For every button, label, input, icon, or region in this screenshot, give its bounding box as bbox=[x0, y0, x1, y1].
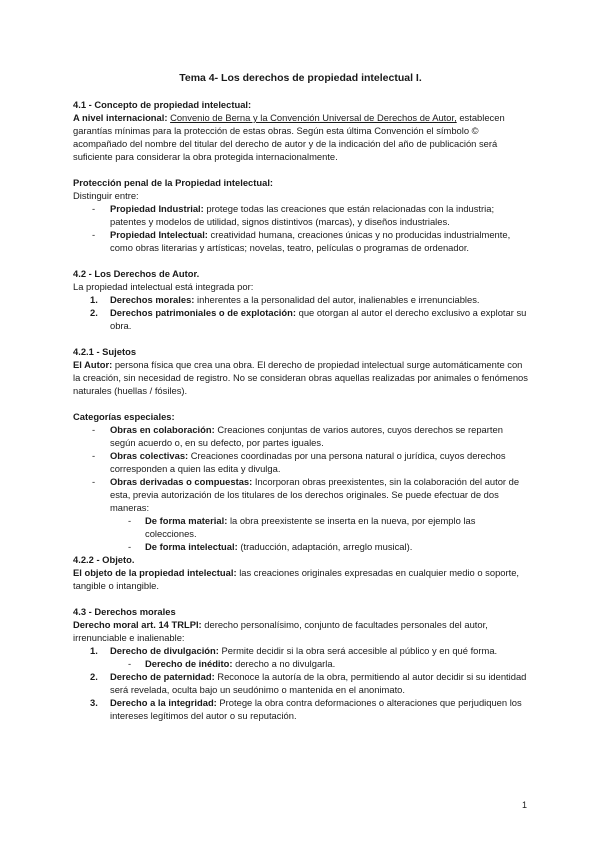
moral-text: derecho personalísimo, conjunto de facultades personales del autor, irrenunciable e inalienable: bbox=[73, 619, 488, 643]
sub-list-item bbox=[73, 540, 528, 553]
list-number: 2. bbox=[90, 671, 98, 682]
item-text: (traducción, adaptación, arreglo musical). bbox=[240, 541, 413, 552]
bullet: - bbox=[92, 424, 96, 435]
objeto-label: El objeto de la propiedad intelectual: bbox=[73, 567, 237, 578]
item-label: Obras en colaboración: bbox=[110, 424, 215, 435]
section-4-2-2-heading: 4.2.2 - Objeto. bbox=[73, 554, 135, 565]
autor-text: persona física que crea una obra. El derecho de propiedad intelectual surge automáticamente con la creación, sin necesidad de registro. No se consideran obras aquellas realizadas por animales o fenómenos naturales (huellas / fósiles). bbox=[73, 359, 528, 396]
item-text: Creaciones coordinadas por una persona natural o jurídica, cuyos derechos corresponden a quien las edita y divulga. bbox=[110, 450, 506, 474]
moral-label: Derecho moral art. 14 TRLPI: bbox=[73, 619, 202, 630]
item-text: que otorgan al autor el derecho exclusivo a explotar su obra. bbox=[110, 307, 527, 331]
bullet: - bbox=[92, 450, 96, 461]
document-title: Tema 4- Los derechos de propiedad intelectual I. bbox=[179, 72, 422, 84]
item-text: Permite decidir si la obra será accesible al público y en qué forma. bbox=[221, 645, 498, 656]
bullet: - bbox=[92, 476, 96, 487]
item-text: la obra preexistente se inserta en la nueva, por ejemplo las colecciones. bbox=[145, 515, 476, 539]
item-label: Derecho a la integridad: bbox=[110, 697, 217, 708]
item-label: De forma material: bbox=[145, 515, 228, 526]
categorias-heading: Categorías especiales: bbox=[73, 411, 175, 422]
list-item bbox=[73, 449, 528, 475]
section-4-1-paragraph bbox=[73, 111, 528, 163]
section-4-1-heading: 4.1 - Concepto de propiedad intelectual: bbox=[73, 99, 252, 110]
section-4-2-heading: 4.2 - Los Derechos de Autor. bbox=[73, 268, 200, 279]
page-content bbox=[73, 72, 528, 722]
item-text: creatividad humana, creaciones únicas y no producidas industrialmente, como obras literarias y artísticas; novelas, teatro, películas o programas de ordenador. bbox=[110, 229, 511, 253]
sub-list-item bbox=[73, 514, 528, 540]
list-item bbox=[73, 202, 528, 228]
list-item bbox=[73, 423, 528, 449]
list-number: 3. bbox=[90, 697, 98, 708]
item-label: Propiedad Industrial: bbox=[110, 203, 204, 214]
section-4-3-heading: 4.3 - Derechos morales bbox=[73, 606, 176, 617]
section-4-2-1-paragraph bbox=[73, 358, 528, 397]
objeto-text: las creaciones originales expresadas en cualquier medio o soporte, tangible o intangible. bbox=[73, 567, 520, 591]
item-label: Propiedad Intelectual: bbox=[110, 229, 208, 240]
bullet: - bbox=[128, 541, 132, 552]
item-label: Derechos patrimoniales o de explotación: bbox=[110, 307, 296, 318]
list-item bbox=[73, 644, 528, 657]
bullet: - bbox=[128, 658, 132, 669]
list-number: 1. bbox=[90, 645, 98, 656]
intl-label: A nivel internacional: bbox=[73, 112, 168, 123]
intl-link[interactable]: Convenio de Berna y la Convención Universal de Derechos de Autor, bbox=[170, 112, 457, 123]
penal-intro: Distinguir entre: bbox=[73, 190, 139, 201]
section-4-2-2-paragraph bbox=[73, 566, 528, 592]
item-label: Derechos morales: bbox=[110, 294, 195, 305]
list-item bbox=[73, 475, 528, 514]
item-text: inherentes a la personalidad del autor, inalienables e irrenunciables. bbox=[197, 294, 480, 305]
autor-label: El Autor: bbox=[73, 359, 113, 370]
list-item bbox=[73, 228, 528, 254]
item-label: Derecho de paternidad: bbox=[110, 671, 215, 682]
list-item bbox=[73, 306, 528, 332]
section-4-2-1-heading: 4.2.1 - Sujetos bbox=[73, 346, 137, 357]
page-number: 1 bbox=[522, 800, 528, 810]
item-text: Creaciones conjuntas de varios autores, cuyos derechos se reparten según acuerdo o, en su defecto, por partes iguales. bbox=[110, 424, 503, 448]
list-number: 2. bbox=[90, 307, 98, 318]
item-label: Obras derivadas o compuestas: bbox=[110, 476, 253, 487]
item-text: Incorporan obras preexistentes, sin la colaboración del autor de esta, previa autorización de los titulares de los derechos originales. Se puede efectuar de dos maneras: bbox=[110, 476, 520, 513]
item-label: De forma intelectual: bbox=[145, 541, 238, 552]
bullet: - bbox=[92, 229, 96, 240]
item-text: protege todas las creaciones que están relacionadas con la industria; patentes y modelos de utilidad, signos distintivos (marcas), y diseños industriales. bbox=[110, 203, 495, 227]
section-4-2-intro: La propiedad intelectual está integrada por: bbox=[73, 281, 254, 292]
intl-text: establecen garantías mínimas para la protección de estas obras. Según esta última Convención el símbolo © acompañado del nombre del titular del derecho de autor y de la indicación del año de publicación será suficiente para considerar la obra protegida internacionalmente. bbox=[73, 112, 505, 162]
item-text: Protege la obra contra deformaciones o alteraciones que perjudiquen los intereses legítimos del autor o su reputación. bbox=[110, 697, 522, 721]
list-item bbox=[73, 293, 528, 306]
item-text: derecho a no divulgarla. bbox=[235, 658, 336, 669]
bullet: - bbox=[92, 203, 96, 214]
item-label: Derecho de divulgación: bbox=[110, 645, 219, 656]
list-number: 1. bbox=[90, 294, 98, 305]
bullet: - bbox=[128, 515, 132, 526]
item-text: Reconoce la autoría de la obra, permitiendo al autor decidir si su identidad será revelada, oculta bajo un seudónimo o mantenida en el anonimato. bbox=[110, 671, 527, 695]
sub-list-item bbox=[73, 657, 528, 670]
item-label: Obras colectivas: bbox=[110, 450, 189, 461]
list-item bbox=[73, 670, 528, 696]
penal-heading: Protección penal de la Propiedad intelectual: bbox=[73, 177, 274, 188]
list-item bbox=[73, 696, 528, 722]
item-label: Derecho de inédito: bbox=[145, 658, 233, 669]
section-4-3-paragraph bbox=[73, 618, 528, 644]
